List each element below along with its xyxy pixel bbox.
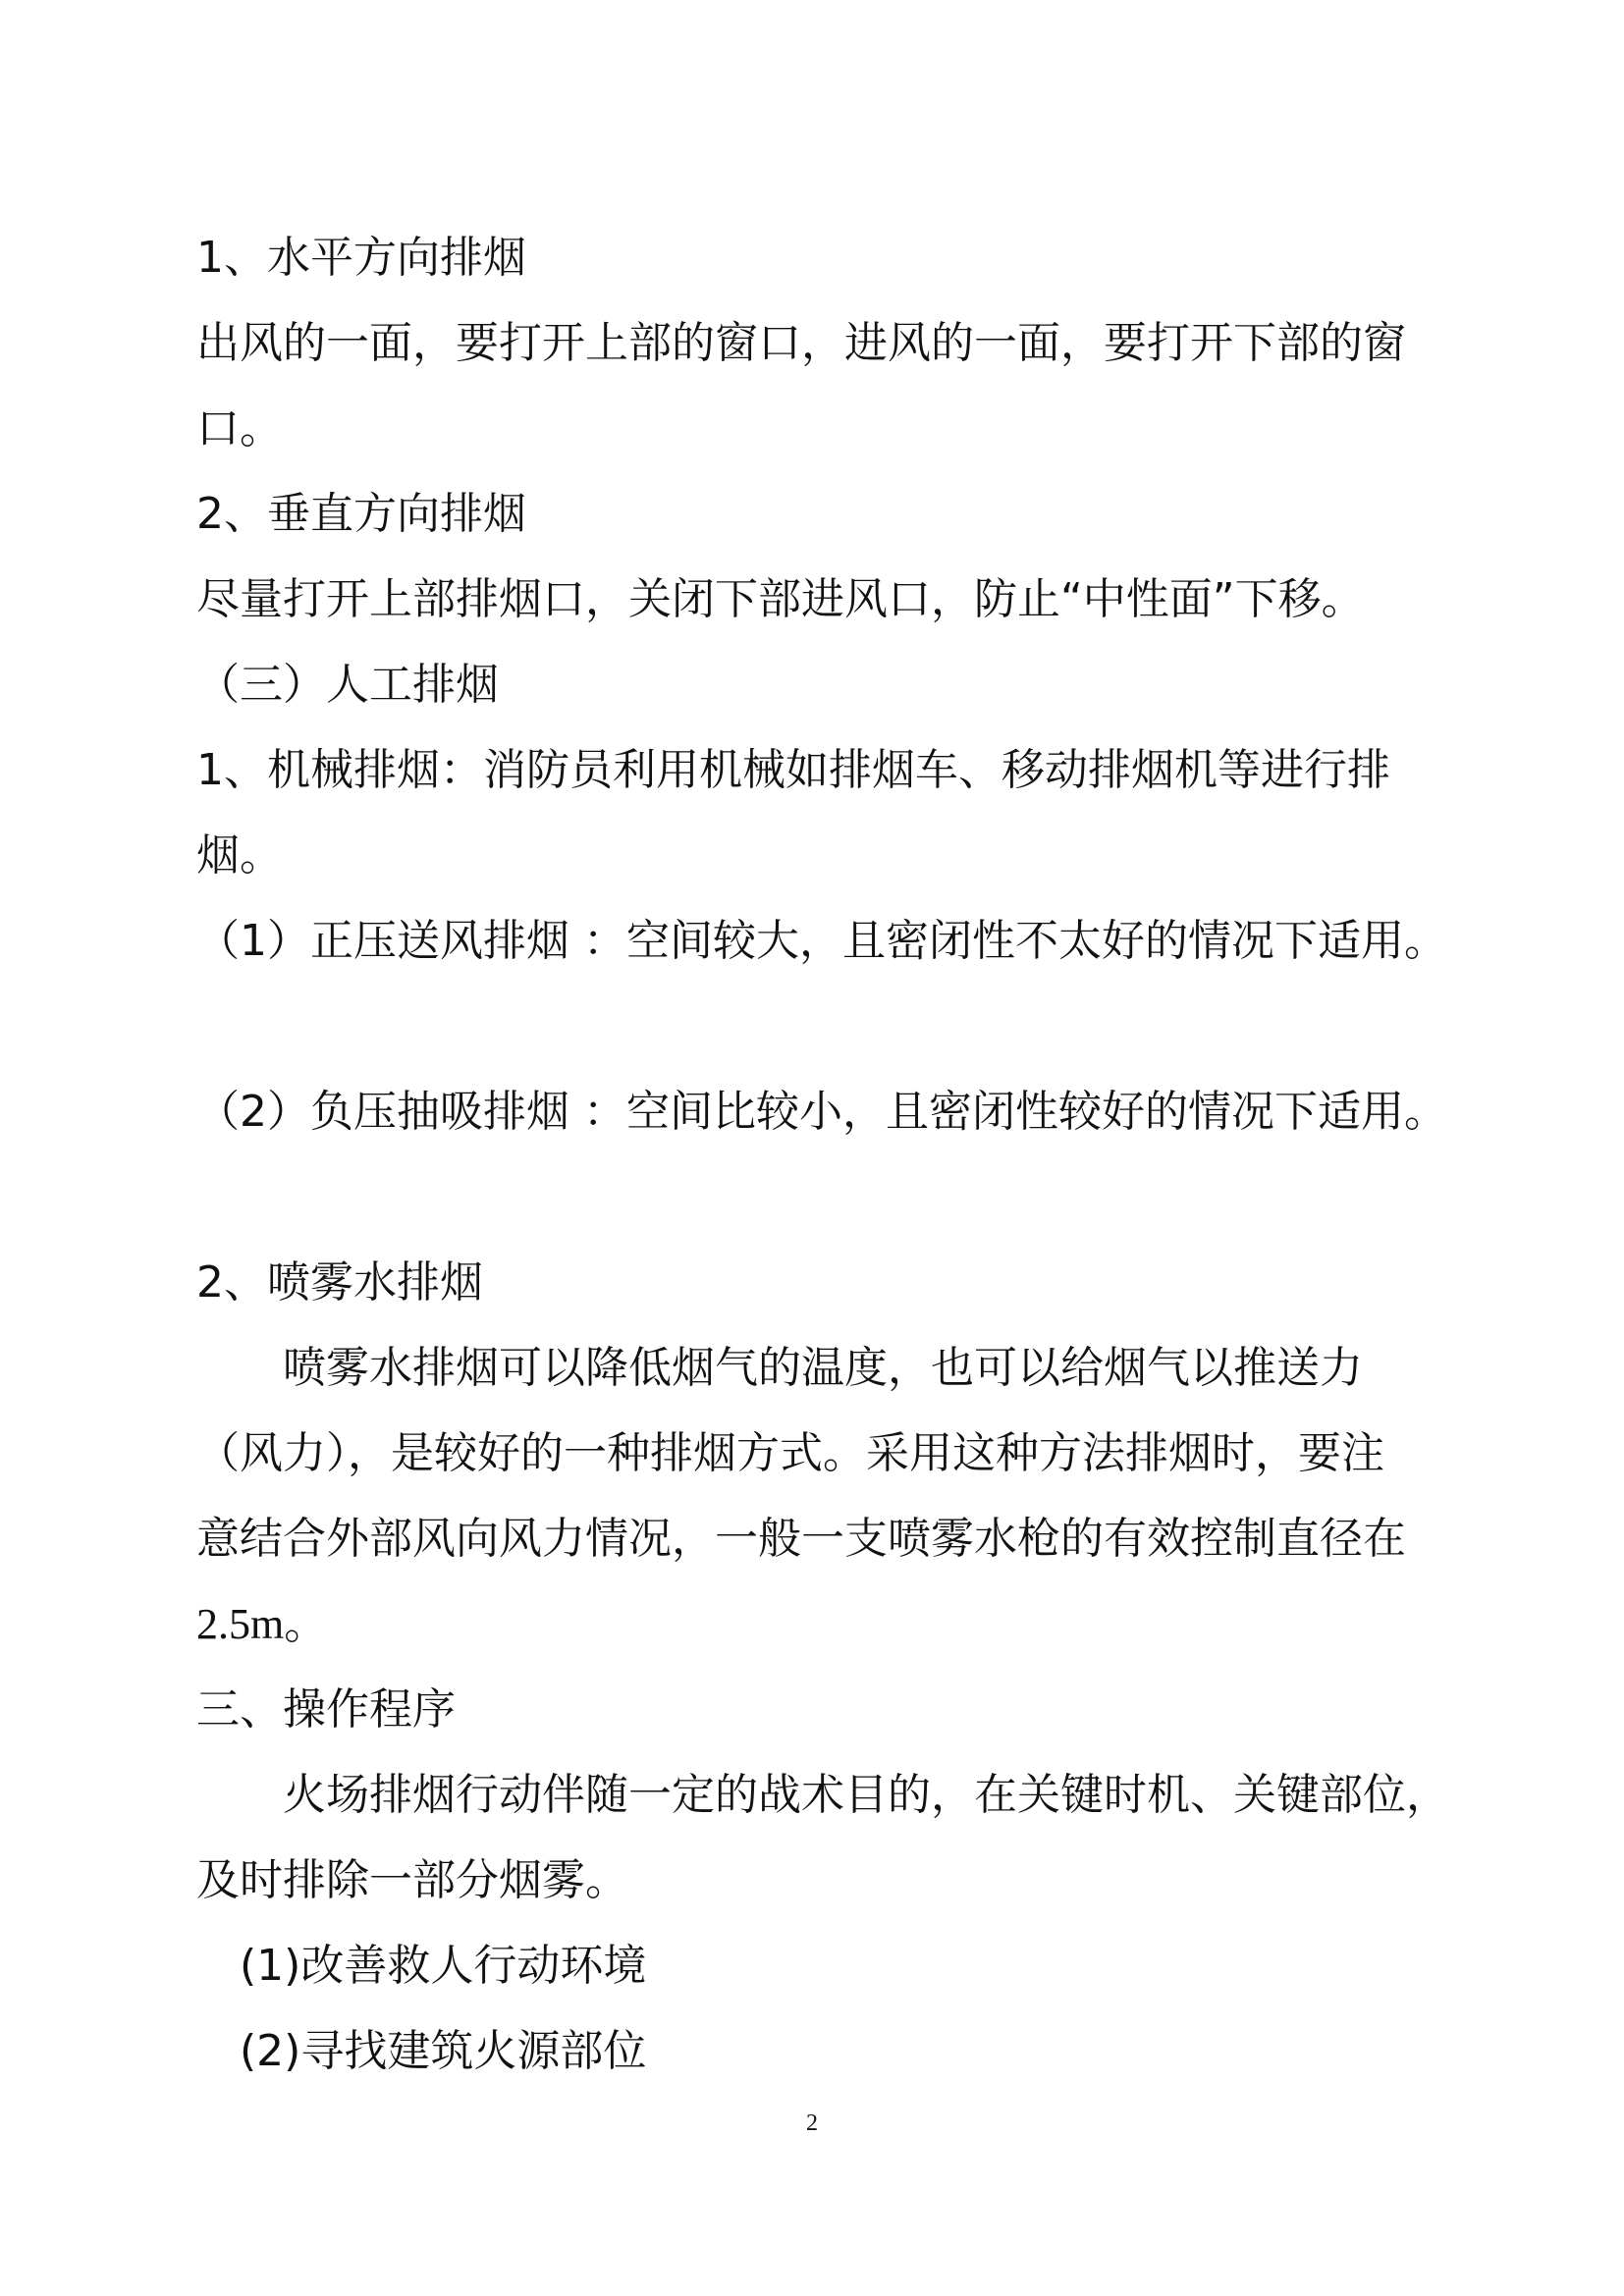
paragraph-line: 2.5m。 <box>196 1600 328 1648</box>
paragraph-line: 及时排除一部分烟雾。 <box>196 1855 628 1905</box>
heading-mechanical-exhaust: 1、机械排烟：消防员利用机械如排烟车、移动排烟机等进行排 <box>196 745 1390 795</box>
paragraph-line: 尽量打开上部排烟口，关闭下部进风口，防止“中性面”下移。 <box>196 574 1365 624</box>
list-item-positive-pressure: （1）正压送风排烟 ：空间较大，且密闭性不太好的情况下适用。 <box>196 916 1447 966</box>
section-heading-operating-procedure: 三、操作程序 <box>196 1684 456 1735</box>
list-item-negative-pressure: （2）负压抽吸排烟 ：空间比较小，且密闭性较好的情况下适用。 <box>196 1087 1447 1137</box>
heading-vertical-smoke-exhaust: 2、垂直方向排烟 <box>196 489 526 539</box>
section-heading-manual-exhaust: （三）人工排烟 <box>196 660 499 710</box>
paragraph-line: 火场排烟行动伴随一定的战术目的，在关键时机、关键部位， <box>283 1770 1449 1820</box>
paragraph-line: 烟。 <box>196 830 283 881</box>
paragraph-line: （风力），是较好的一种排烟方式。采用这种方法排烟时，要注 <box>196 1428 1384 1478</box>
paragraph-line: 意结合外部风向风力情况，一般一支喷雾水枪的有效控制直径在 <box>196 1514 1406 1564</box>
list-item-fire-source: (2)寻找建筑火源部位 <box>240 2026 647 2076</box>
heading-spray-water-exhaust: 2、喷雾水排烟 <box>196 1257 483 1308</box>
heading-horizontal-smoke-exhaust: 1、水平方向排烟 <box>196 233 526 283</box>
list-item-rescue-environment: (1)改善救人行动环境 <box>240 1941 647 1991</box>
paragraph-line: 出风的一面，要打开上部的窗口，进风的一面，要打开下部的窗 <box>196 318 1406 368</box>
paragraph-line: 喷雾水排烟可以降低烟气的温度，也可以给烟气以推送力 <box>283 1343 1363 1393</box>
page-number: 2 <box>806 2110 818 2136</box>
paragraph-line: 口。 <box>196 403 283 454</box>
